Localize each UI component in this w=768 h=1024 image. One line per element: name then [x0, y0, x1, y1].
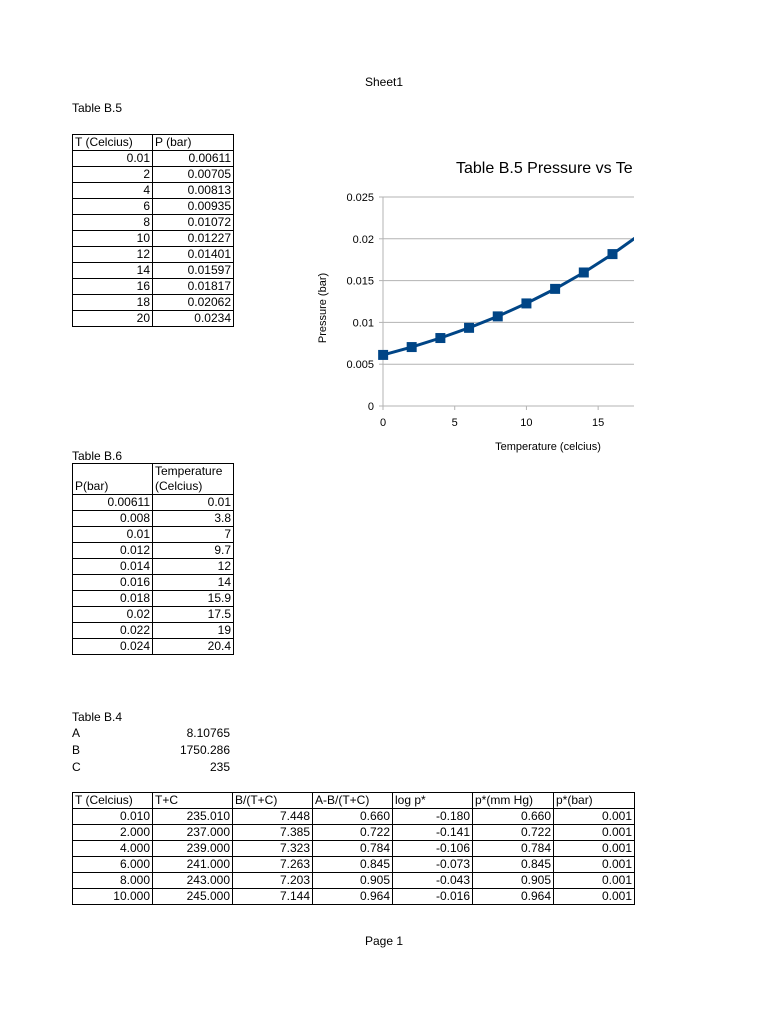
column-header: B/(T+C): [233, 793, 313, 809]
column-header: P (bar): [153, 135, 234, 151]
column-header: A-B/(T+C): [313, 793, 393, 809]
table-b4: [72, 792, 635, 905]
table-row: [73, 639, 234, 655]
chart-x-axis-label: Temperature (celcius): [495, 441, 601, 453]
table-cell: -0.141: [393, 825, 473, 841]
table-cell: 0.001: [554, 809, 635, 825]
table-cell: 0.024: [73, 639, 153, 655]
chart-y-tick-label: 0.01: [352, 317, 374, 330]
chart-x-tick-label: 10: [520, 417, 533, 429]
table-row: [73, 279, 234, 295]
table-cell: 0.016: [73, 575, 153, 591]
chart-data-point: [493, 311, 503, 321]
table-cell: 8: [73, 215, 153, 231]
table-cell: 7.263: [233, 857, 313, 873]
table-row: [73, 559, 234, 575]
table-cell: 10.000: [73, 889, 153, 905]
table-cell: 0.001: [554, 841, 635, 857]
chart-series-markers: [378, 205, 634, 360]
table-cell: 0.01401: [153, 247, 234, 263]
table-b6: [72, 463, 234, 655]
table-cell: 0.845: [313, 857, 393, 873]
constant-name: A: [72, 726, 81, 740]
table-row: [73, 263, 234, 279]
column-header: T (Celcius): [73, 135, 153, 151]
chart-data-point: [607, 249, 617, 259]
chart-y-tick-labels: [346, 192, 374, 413]
table-cell: 0.02062: [153, 295, 234, 311]
table-cell: 0.660: [473, 809, 554, 825]
chart-y-axis-label: Pressure (bar): [317, 272, 329, 344]
table-cell: 239.000: [153, 841, 233, 857]
table-cell: 0.784: [473, 841, 554, 857]
constant-row: [72, 726, 232, 742]
table-row: [73, 495, 234, 511]
table-cell: 0.00935: [153, 199, 234, 215]
table-header-row: [73, 464, 234, 495]
table-b5-title: Table B.5: [72, 101, 123, 115]
table-cell: 0.018: [73, 591, 153, 607]
table-cell: 0.012: [73, 543, 153, 559]
chart-data-point: [407, 342, 417, 352]
table-cell: 0.01072: [153, 215, 234, 231]
table-row: [73, 151, 234, 167]
table-cell: 0.01817: [153, 279, 234, 295]
table-cell: 14: [153, 575, 234, 591]
table-cell: 0.010: [73, 809, 153, 825]
table-cell: 0.008: [73, 511, 153, 527]
chart-x-tick-label: 15: [592, 417, 605, 429]
table-cell: 8.000: [73, 873, 153, 889]
table-row: [73, 873, 635, 889]
chart-y-tick-label: 0.015: [346, 275, 374, 288]
column-header: P(bar): [73, 464, 153, 495]
column-header: Temperature (Celcius): [153, 464, 234, 495]
table-row: [73, 311, 234, 327]
sheet-title: Sheet1: [364, 75, 404, 89]
chart-x-tick-labels: [380, 417, 604, 429]
table-row: [73, 511, 234, 527]
chart-series-line: [383, 210, 634, 355]
table-cell: 0.905: [473, 873, 554, 889]
table-cell: 0.784: [313, 841, 393, 857]
table-row: [73, 199, 234, 215]
table-cell: 7.144: [233, 889, 313, 905]
table-b4-title: Table B.4: [72, 710, 123, 724]
constant-row: [72, 760, 232, 776]
table-row: [73, 575, 234, 591]
table-cell: 0.905: [313, 873, 393, 889]
chart-x-tick-label: 5: [451, 417, 458, 429]
table-cell: 6.000: [73, 857, 153, 873]
page-number: Page 1: [364, 934, 404, 948]
table-cell: -0.073: [393, 857, 473, 873]
chart-x-tick-label: 0: [379, 417, 387, 429]
table-row: [73, 247, 234, 263]
table-cell: 0.02: [73, 607, 153, 623]
table-cell: 14: [73, 263, 153, 279]
constant-value: 1750.286: [179, 743, 230, 757]
column-header: p*(mm Hg): [473, 793, 554, 809]
table-cell: 12: [73, 247, 153, 263]
table-cell: 0.001: [554, 857, 635, 873]
chart-data-point: [464, 323, 474, 333]
chart-y-tick-label: 0.025: [346, 192, 374, 204]
table-header-row: [73, 135, 234, 151]
table-cell: 0.001: [554, 873, 635, 889]
table-cell: 245.000: [153, 889, 233, 905]
table-row: [73, 591, 234, 607]
table-cell: 0.01597: [153, 263, 234, 279]
table-cell: 12: [153, 559, 234, 575]
table-row: [73, 607, 234, 623]
column-header: log p*: [393, 793, 473, 809]
table-cell: 4: [73, 183, 153, 199]
table-header-row: [73, 793, 635, 809]
chart-title: Table B.5 Pressure vs Te: [456, 160, 633, 177]
table-row: [73, 825, 635, 841]
table-cell: 0.845: [473, 857, 554, 873]
chart-data-point: [521, 298, 531, 308]
table-cell: 0.00813: [153, 183, 234, 199]
table-cell: 3.8: [153, 511, 234, 527]
table-cell: 4.000: [73, 841, 153, 857]
constant-name: C: [72, 760, 81, 774]
table-cell: -0.016: [393, 889, 473, 905]
table-cell: 0.01227: [153, 231, 234, 247]
table-cell: 9.7: [153, 543, 234, 559]
table-row: [73, 527, 234, 543]
chart-y-tick-label: 0.005: [346, 359, 374, 372]
table-cell: 10: [73, 231, 153, 247]
table-cell: 241.000: [153, 857, 233, 873]
table-cell: -0.180: [393, 809, 473, 825]
table-row: [73, 623, 234, 639]
pressure-temperature-chart: [300, 150, 634, 460]
table-cell: 20.4: [153, 639, 234, 655]
table-row: [73, 231, 234, 247]
column-header: p*(bar): [554, 793, 635, 809]
table-cell: 7.448: [233, 809, 313, 825]
table-cell: 7.385: [233, 825, 313, 841]
chart-y-tick-label: 0: [367, 401, 374, 413]
table-cell: 7.323: [233, 841, 313, 857]
table-row: [73, 167, 234, 183]
table-cell: 235.010: [153, 809, 233, 825]
table-cell: 20: [73, 311, 153, 327]
table-cell: 2.000: [73, 825, 153, 841]
table-row: [73, 183, 234, 199]
table-row: [73, 543, 234, 559]
table-cell: 19: [153, 623, 234, 639]
constant-name: B: [72, 743, 81, 757]
column-header: T+C: [153, 793, 233, 809]
constant-value: 8.10765: [186, 726, 230, 740]
table-cell: 6: [73, 199, 153, 215]
constant-row: [72, 743, 232, 759]
table-b6-title: Table B.6: [72, 449, 123, 463]
chart-data-point: [378, 350, 388, 360]
constant-value: 235: [209, 760, 230, 774]
table-cell: -0.043: [393, 873, 473, 889]
table-cell: 7.203: [233, 873, 313, 889]
table-cell: 0.964: [313, 889, 393, 905]
table-row: [73, 215, 234, 231]
table-cell: 15.9: [153, 591, 234, 607]
chart-data-point: [435, 333, 445, 343]
table-cell: 0.01: [73, 527, 153, 543]
table-cell: 18: [73, 295, 153, 311]
table-cell: 17.5: [153, 607, 234, 623]
table-cell: 0.660: [313, 809, 393, 825]
table-cell: 2: [73, 167, 153, 183]
table-cell: 243.000: [153, 873, 233, 889]
chart-data-point: [550, 284, 560, 294]
table-cell: 0.01: [73, 151, 153, 167]
table-row: [73, 809, 635, 825]
table-row: [73, 857, 635, 873]
table-cell: 0.001: [554, 889, 635, 905]
chart-y-tick-label: 0.02: [352, 233, 374, 246]
table-cell: 16: [73, 279, 153, 295]
table-cell: 0.722: [313, 825, 393, 841]
table-cell: 0.014: [73, 559, 153, 575]
table-cell: -0.106: [393, 841, 473, 857]
chart-gridlines: [379, 197, 634, 410]
table-cell: 7: [153, 527, 234, 543]
table-row: [73, 889, 635, 905]
table-b5: [72, 134, 234, 327]
table-cell: 0.00611: [73, 495, 153, 511]
table-cell: 0.964: [473, 889, 554, 905]
table-cell: 0.00611: [153, 151, 234, 167]
table-cell: 0.0234: [153, 311, 234, 327]
table-cell: 0.022: [73, 623, 153, 639]
table-cell: 0.00705: [153, 167, 234, 183]
table-cell: 237.000: [153, 825, 233, 841]
table-cell: 0.722: [473, 825, 554, 841]
column-header: T (Celcius): [73, 793, 153, 809]
table-cell: 0.01: [153, 495, 234, 511]
table-row: [73, 295, 234, 311]
table-row: [73, 841, 635, 857]
chart-data-point: [579, 267, 589, 277]
table-cell: 0.001: [554, 825, 635, 841]
